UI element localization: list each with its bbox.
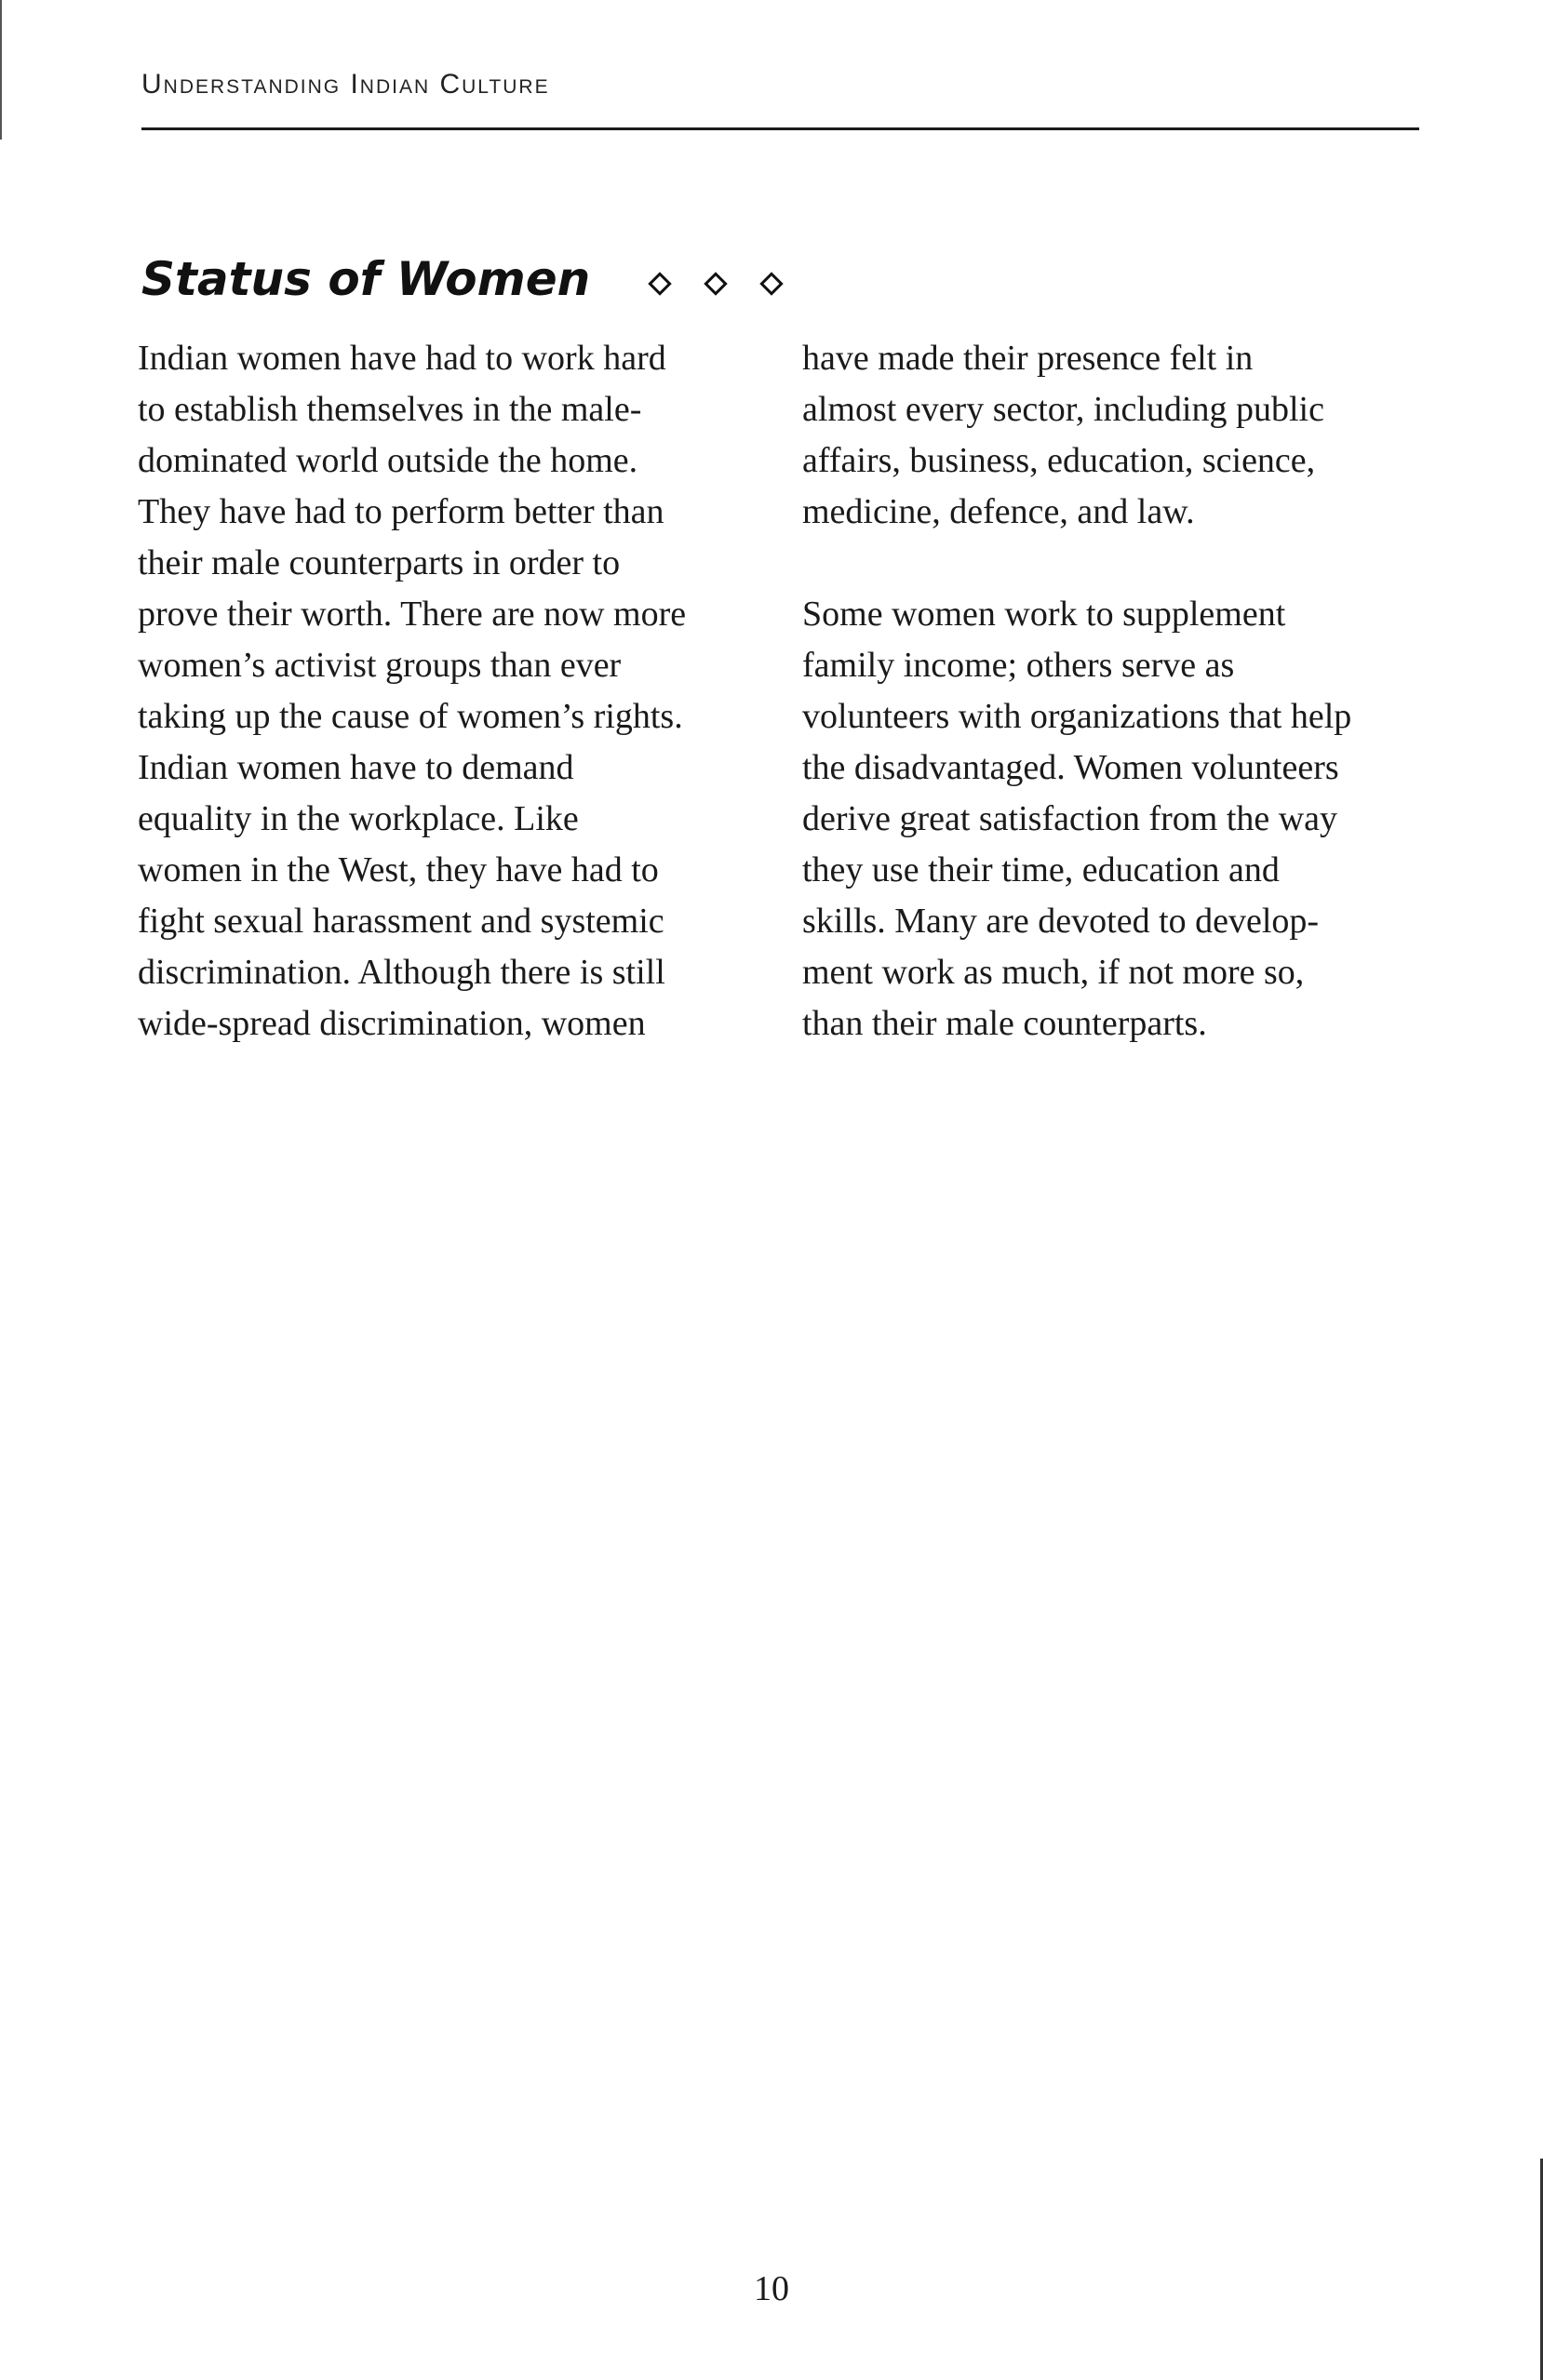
text-line: They have had to perform better than [138,492,664,531]
text-line: wide-spread discrimination, women [138,1004,646,1043]
text-line: the disadvantaged. Women volunteers [802,748,1339,787]
text-line: skills. Many are devoted to develop- [802,902,1320,941]
diamond-icon [759,272,783,295]
scan-edge-mark [0,0,2,140]
header-rule [141,127,1419,130]
text-line: have made their presence felt in [802,339,1254,378]
text-line: Indian women have to demand [138,748,574,787]
left-column [138,333,771,1050]
text-line: they use their time, education and [802,850,1280,889]
diamond-icon [648,272,671,295]
text-line: Indian women have had to work hard [138,339,666,378]
text-line: affairs, business, education, science, [802,441,1316,480]
page-number: 10 [754,2269,789,2308]
text-line: family income; others serve as [802,646,1235,685]
text-line: Some women work to supplement [802,595,1286,634]
section-heading: Status of Women [141,252,591,306]
text-line: volunteers with organizations that help [802,697,1352,736]
text-line: taking up the cause of women’s rights. [138,697,683,736]
paragraph-break [802,538,1444,589]
text-line: than their male counterparts. [802,1004,1207,1043]
text-line: derive great satisfaction from the way [802,799,1338,838]
text-line: discrimination. Although there is still [138,953,665,992]
text-line: women in the West, they have had to [138,850,659,889]
text-line: almost every sector, including public [802,390,1324,429]
text-line: equality in the workplace. Like [138,799,579,838]
text-line: prove their worth. There are now more [138,595,687,634]
text-line: fight sexual harassment and systemic [138,902,664,941]
diamond-icon [704,272,727,295]
text-line: ment work as much, if not more so, [802,953,1305,992]
text-line: their male counterparts in order to [138,543,621,582]
right-column [802,333,1444,1050]
heading-ornament [651,275,780,292]
text-line: to establish themselves in the male- [138,390,642,429]
text-line: medicine, defence, and law. [802,492,1195,531]
text-line: women’s activist groups than ever [138,646,622,685]
running-header: Understanding Indian Culture [141,69,550,100]
text-line: dominated world outside the home. [138,441,638,480]
